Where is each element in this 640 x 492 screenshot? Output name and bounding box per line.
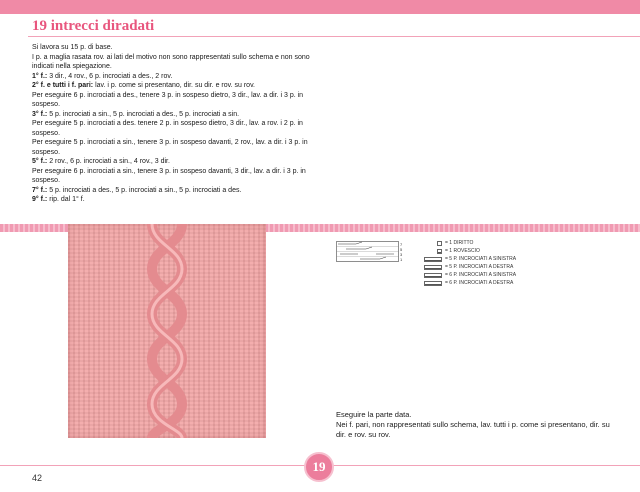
- cable-pattern-illustration: [68, 224, 266, 438]
- row-instruction: Per eseguire 6 p. incrociati a sin., tenere 3 p. in sospeso davanti, 3 dir., lav. a dir. i 3 p. in sospeso.: [32, 167, 306, 184]
- legend-item: = 1 ROVESCIO: [424, 247, 516, 255]
- instructions-block: [32, 43, 312, 205]
- row-instruction: 9° f.: rip. dal 1° f.: [32, 196, 85, 203]
- purl-stitch-symbol-icon: [437, 249, 442, 254]
- legend-item: = 5 P. INCROCIATI A DESTRA: [424, 263, 516, 271]
- row-instruction: 5° f.: 2 rov., 6 p. incrociati a sin., 4 rov., 3 dir.: [32, 158, 170, 165]
- legend-item: = 1 DIRITTO: [424, 239, 516, 247]
- row-instruction: 2° f. e tutti i f. pari: lav. i p. come si presentano, dir. su dir. e rov. su rov.: [32, 82, 255, 89]
- chart-row-number: 1: [400, 257, 403, 262]
- knitting-chart: [336, 241, 406, 263]
- pattern-number-badge: 19: [304, 452, 334, 482]
- intro-line-1: Si lavora su 15 p. di base.: [32, 44, 113, 51]
- cable-5-left-symbol-icon: [424, 257, 442, 262]
- row-instruction: Per eseguire 5 p. incrociati a des. tenere 2 p. in sospeso dietro, 3 dir., lav. a rov. i 2 p. in sospeso.: [32, 120, 303, 137]
- intro-line-2: I p. a maglia rasata rov. ai lati del motivo non sono rappresentati sullo schema e non sono indicati nella spiegazione.: [32, 53, 310, 70]
- top-color-band: [0, 0, 640, 14]
- page-title: 19 intrecci diradati: [32, 18, 155, 34]
- cable-5-right-symbol-icon: [424, 265, 442, 270]
- legend-item: = 5 P. INCROCIATI A SINISTRA: [424, 255, 516, 263]
- legend-item: = 6 P. INCROCIATI A DESTRA: [424, 279, 516, 287]
- cable-6-right-symbol-icon: [424, 281, 442, 286]
- row-instruction: Per eseguire 5 p. incrociati a sin., tenere 3 p. in sospeso davanti, 2 rov., lav. a dir. i 3 p. in sospeso.: [32, 139, 308, 156]
- symbol-legend: [424, 239, 516, 287]
- row-instruction: Per eseguire 6 p. incrociati a des., tenere 3 p. in sospeso dietro, 3 dir., lav. a dir. i 3 p. in sospeso.: [32, 91, 304, 108]
- chart-row-number: 5: [400, 247, 403, 252]
- cable-6-left-symbol-icon: [424, 273, 442, 278]
- page-number: 42: [32, 473, 43, 483]
- row-instruction: 7° f.: 5 p. incrociati a des., 5 p. incrociati a sin., 5 p. incrociati a des.: [32, 186, 242, 194]
- chart-note: Eseguire la parte data. Nei f. pari, non rappresentati sullo schema, lav. tutti i p. come si presentano, dir. su dir. e rov. su rov.: [336, 410, 610, 439]
- title-divider: [28, 36, 640, 37]
- knit-swatch-image: [68, 224, 266, 438]
- row-instruction: 3° f.: 5 p. incrociati a sin., 5 p. incrociati a des., 5 p. incrociati a sin.: [32, 110, 240, 118]
- legend-item: = 6 P. INCROCIATI A SINISTRA: [424, 271, 516, 279]
- chart-row-number: 7: [400, 242, 403, 247]
- chart-row-number: 3: [400, 252, 403, 257]
- row-instruction: 1° f.: 3 dir., 4 rov., 6 p. incrociati a des., 2 rov.: [32, 72, 173, 80]
- knit-stitch-symbol-icon: [437, 241, 442, 246]
